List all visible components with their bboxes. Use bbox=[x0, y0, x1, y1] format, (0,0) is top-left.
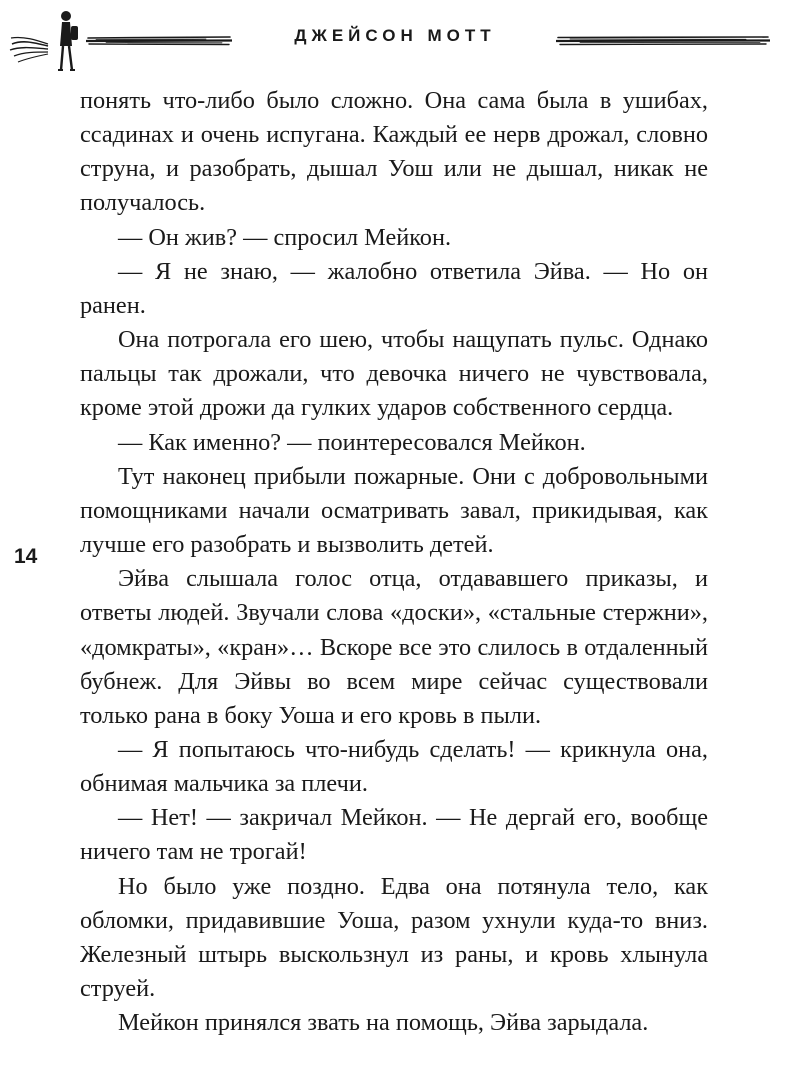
paragraph: Тут наконец прибыли пожарные. Они с добровольными помощниками начали осматривать завал, прикидывая, как лучше его разобрать и вызволить детей. bbox=[80, 462, 708, 559]
page-number: 14 bbox=[14, 545, 38, 568]
paragraph: — Как именно? — поинтересовался Мейкон. bbox=[118, 428, 586, 456]
paragraph: — Я не знаю, — жалобно ответила Эйва. — Но он ранен. bbox=[80, 257, 708, 319]
paragraph: понять что-либо было сложно. Она сама была в ушибах, ссадинах и очень испугана. Каждый ее нерв дрожал, словно струна, и разобрать, дышал Уош или не дышал, никак не получалось. bbox=[80, 87, 708, 217]
paragraph: — Он жив? — спросил Мейкон. bbox=[118, 223, 452, 251]
paragraph: Но было уже поздно. Едва она потянула тело, как обломки, придавившие Уоша, разом ухнули куда-то вниз. Железный штырь выскользнул из раны, и кровь хлынула струей. bbox=[80, 872, 708, 1003]
paragraph: Она потрогала его шею, чтобы нащупать пульс. Однако пальцы так дрожали, что девочка ничего не чувствовала, кроме этой дрожи да гулких ударов собственного сердца. bbox=[80, 326, 708, 422]
body-text bbox=[80, 84, 708, 1040]
paragraph: — Я попытаюсь что-нибудь сделать! — крикнула она, обнимая мальчика за плечи. bbox=[80, 735, 708, 798]
page-header bbox=[0, 0, 788, 80]
paragraph: Эйва слышала голос отца, отдававшего приказы, и ответы людей. Звучали слова «доски», «стальные стержни», «домкраты», «кран»… Вскоре все это слилось в отдаленный бубнеж. Для Эйвы во всем мире сейчас существовали только рана в боку Уоша и его кровь в пыли. bbox=[80, 565, 708, 729]
girl-with-backpack-icon bbox=[8, 6, 80, 76]
brush-stroke-line-icon bbox=[86, 34, 232, 48]
brush-stroke-line-icon bbox=[556, 34, 770, 48]
running-title: ДЖЕЙСОН МОТТ bbox=[294, 26, 496, 45]
paragraph: Мейкон принялся звать на помощь, Эйва зарыдала. bbox=[118, 1009, 649, 1037]
paragraph: — Нет! — закричал Мейкон. — Не дергай его, вообще ничего там не трогай! bbox=[80, 804, 708, 866]
